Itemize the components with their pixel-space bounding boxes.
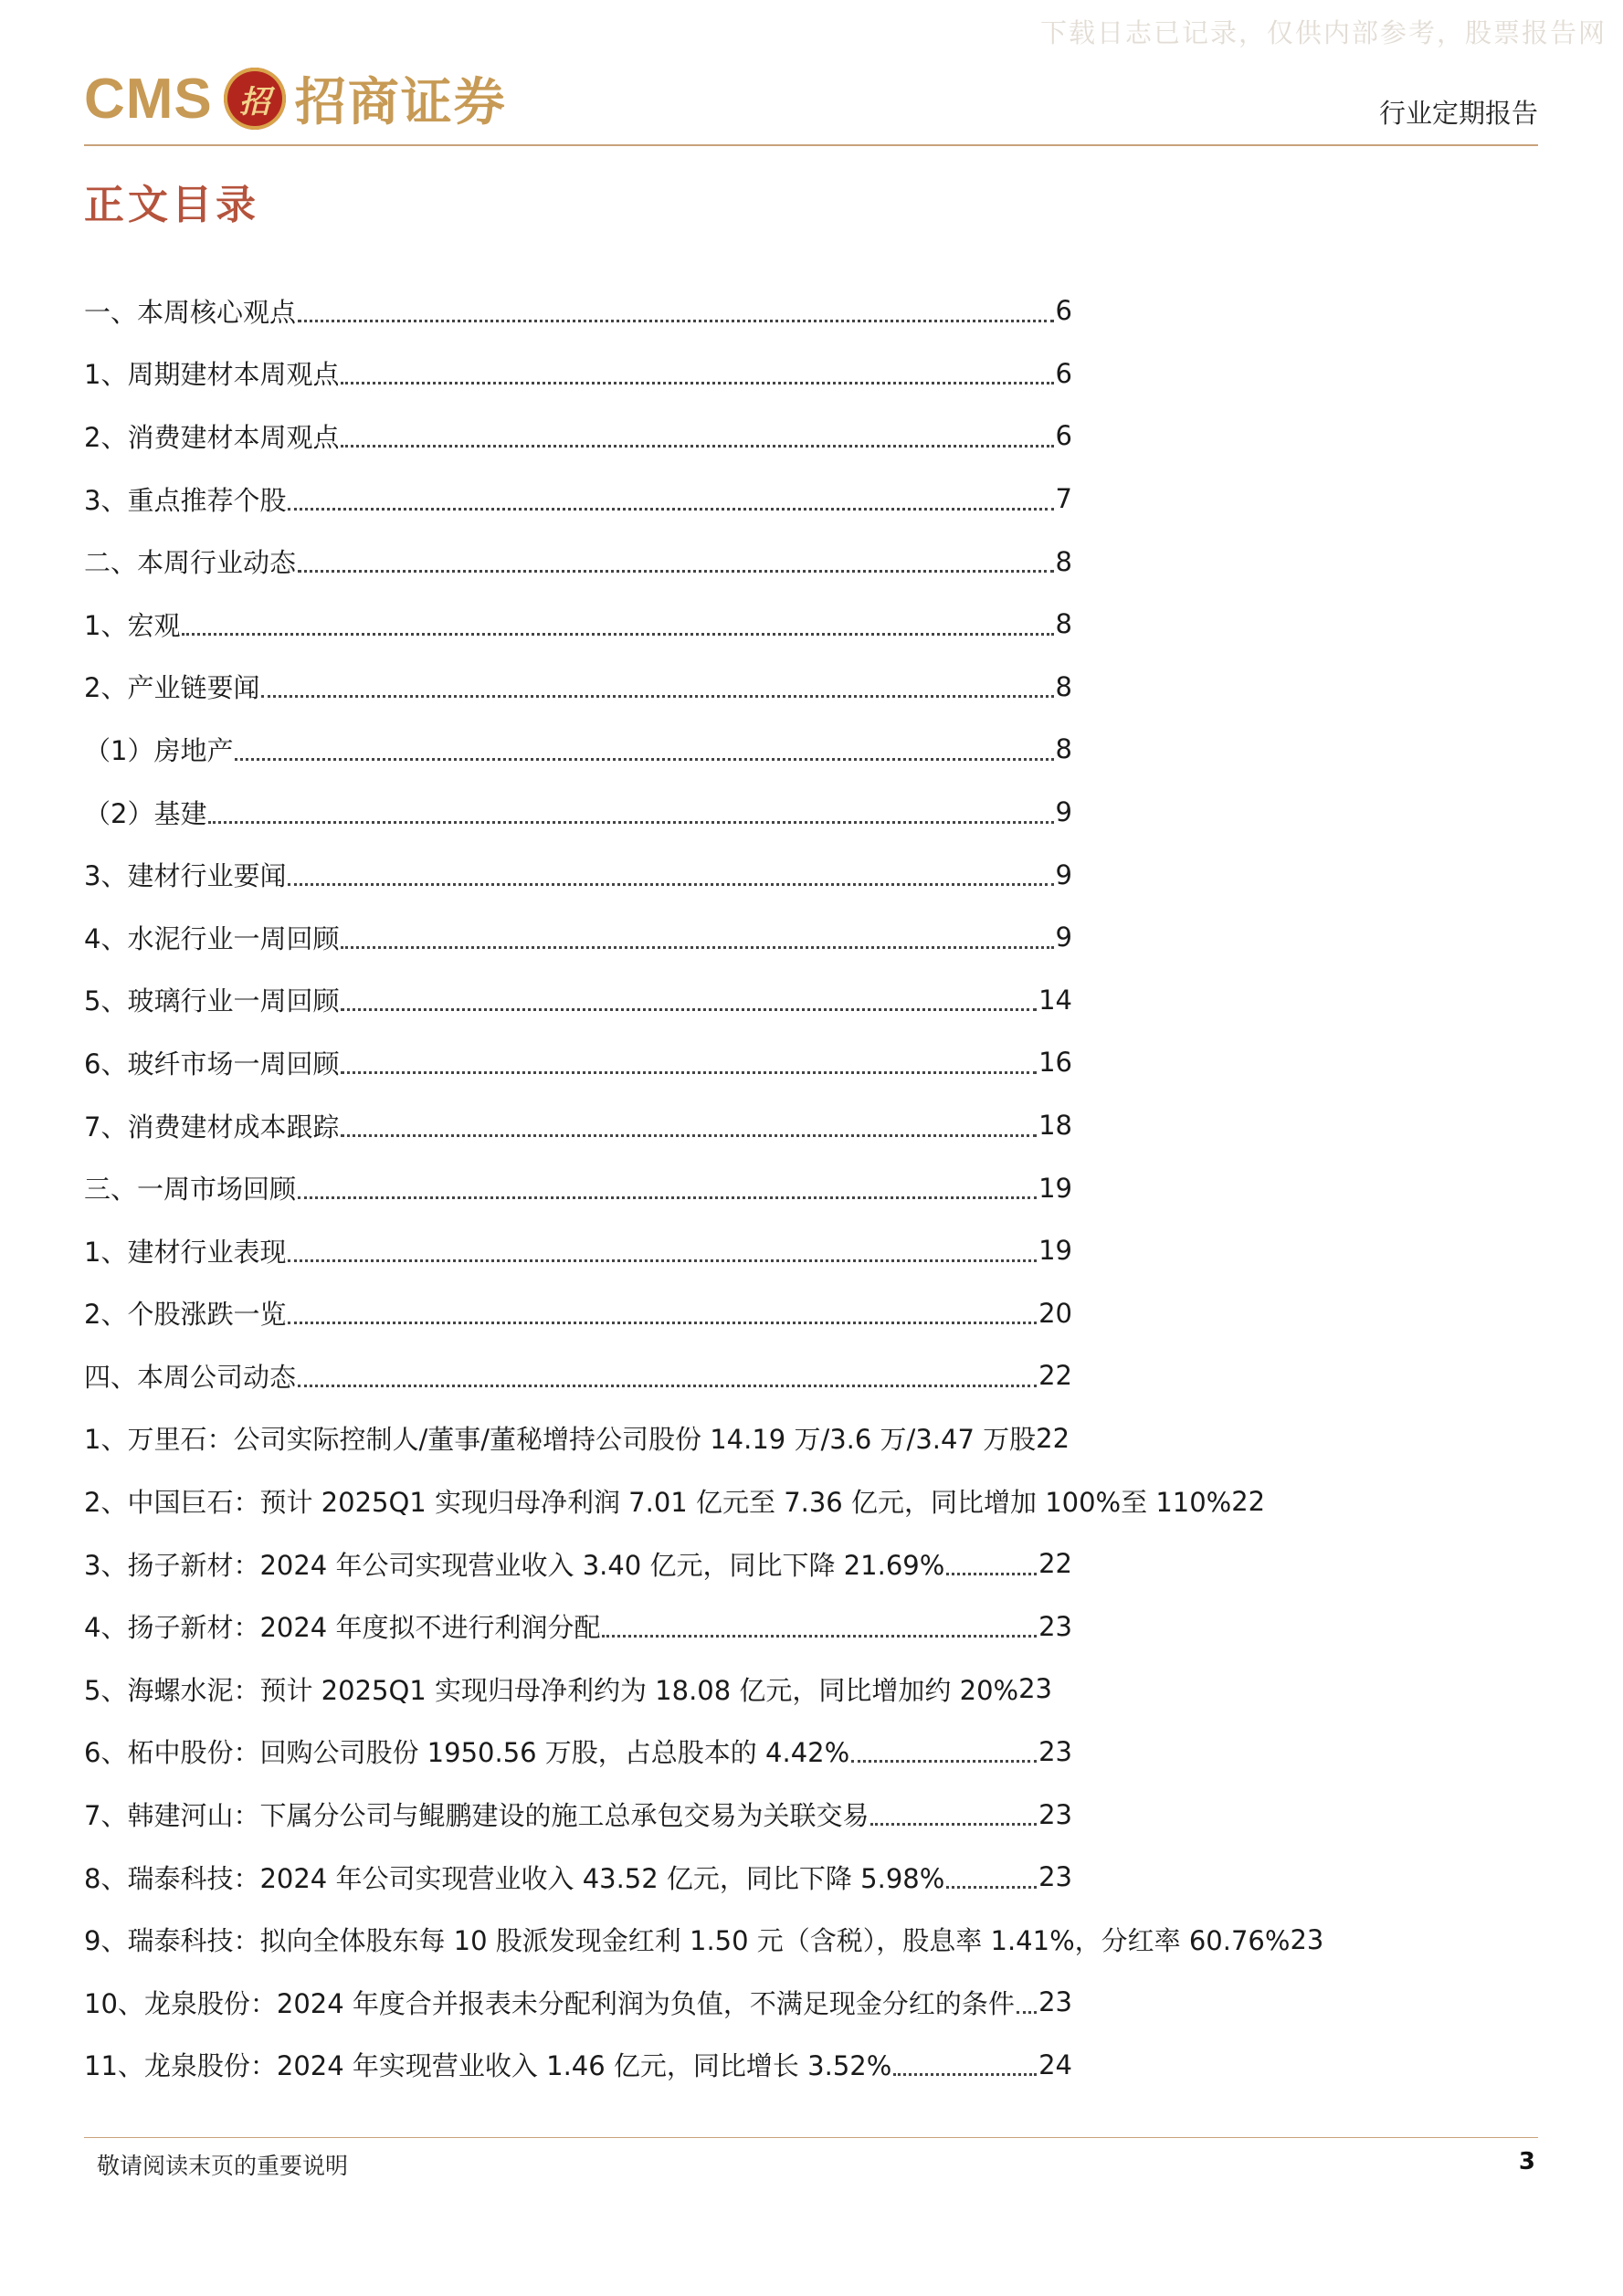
toc-entry-text: 4、水泥行业一周回顾 (84, 922, 340, 954)
toc-entry[interactable] (84, 1344, 1072, 1407)
toc-entry[interactable] (84, 405, 1072, 468)
toc-entry-text: 1、万里石：公司实际控制人/董事/董秘增持公司股份 14.19 万/3.6 万/3.47 万股 (84, 1424, 1037, 1456)
toc-entry-text: 二、本周行业动态 (84, 547, 297, 579)
toc-entry-page: 14 (1038, 984, 1072, 1016)
toc-entry[interactable] (84, 279, 1072, 342)
toc-entry-page: 7 (1055, 483, 1072, 515)
toc-entry[interactable] (84, 718, 1072, 781)
toc-entry-page: 24 (1038, 2048, 1072, 2080)
toc-entry-text: 3、重点推荐个股 (84, 484, 287, 516)
toc-entry[interactable] (84, 1469, 1381, 1532)
toc-entry[interactable] (84, 1532, 1072, 1596)
toc-entry[interactable] (84, 1031, 1072, 1094)
footer-disclaimer-note: 敬请阅读末页的重要说明 (97, 2153, 349, 2179)
toc-dot-leader (851, 1760, 1037, 1763)
toc-dot-leader (298, 320, 1054, 322)
toc-entry[interactable] (84, 468, 1072, 531)
toc-entry-text: 三、一周市场回顾 (84, 1174, 297, 1206)
toc-entry[interactable] (84, 1971, 1072, 2034)
report-type-label: 行业定期报告 (1378, 98, 1538, 129)
toc-entry[interactable] (84, 1908, 1381, 1971)
toc-dot-leader (341, 382, 1053, 384)
toc-entry-text: 2、消费建材本周观点 (84, 421, 340, 453)
toc-dot-leader (1017, 2011, 1037, 2014)
toc-entry-page: 19 (1038, 1172, 1072, 1204)
toc-entry-text: 3、建材行业要闻 (84, 860, 287, 892)
toc-dot-leader (288, 883, 1053, 886)
toc-entry-page: 9 (1055, 922, 1072, 953)
toc-entry[interactable] (84, 1721, 1072, 1784)
toc-entry[interactable] (84, 2034, 1072, 2097)
toc-dot-leader (946, 1573, 1037, 1575)
toc-entry[interactable] (84, 1407, 1381, 1470)
toc-entry-text: 2、产业链要闻 (84, 672, 260, 704)
toc-entry[interactable] (84, 1156, 1072, 1219)
toc-entry-page: 6 (1055, 295, 1072, 327)
toc-dot-leader (341, 445, 1053, 448)
toc-dot-leader (288, 508, 1053, 511)
header-divider (84, 144, 1538, 146)
toc-entry-page: 22 (1038, 1548, 1072, 1580)
toc-entry-page: 16 (1038, 1047, 1072, 1079)
watermark-text: 下载日志已记录，仅供内部参考，股票报告网 (1039, 17, 1607, 48)
toc-entry-page: 18 (1038, 1110, 1072, 1142)
toc-entry[interactable] (84, 781, 1072, 844)
toc-entry-page: 6 (1055, 357, 1072, 389)
toc-entry-text: 5、玻璃行业一周回顾 (84, 985, 340, 1017)
toc-entry-text: 4、扬子新材：2024 年度拟不进行利润分配 (84, 1612, 601, 1644)
toc-entry[interactable] (84, 1282, 1072, 1345)
page-number: 3 (1518, 2148, 1535, 2175)
toc-entry-text: 7、消费建材成本跟踪 (84, 1111, 340, 1143)
toc-dot-leader (208, 821, 1053, 824)
footer-divider (84, 2137, 1538, 2138)
toc-entry[interactable] (84, 342, 1072, 405)
toc-entry[interactable] (84, 530, 1072, 593)
toc-dot-leader (288, 1259, 1037, 1262)
toc-entry[interactable] (84, 1595, 1072, 1658)
logo-latin-text: CMS (84, 67, 213, 131)
toc-entry-page: 23 (1038, 1798, 1072, 1830)
toc-entry-page: 23 (1038, 1735, 1072, 1767)
toc-entry-page: 23 (1038, 1986, 1072, 2018)
toc-entry-text: （2）基建 (84, 797, 207, 829)
toc-entry-text: 2、个股涨跌一览 (84, 1299, 287, 1331)
toc-entry[interactable] (84, 1094, 1072, 1157)
toc-entry-page: 23 (1038, 1610, 1072, 1642)
logo-chinese-text: 招商证券 (294, 72, 507, 132)
toc-dot-leader (298, 570, 1054, 573)
toc-dot-leader (341, 1071, 1037, 1074)
toc-entry-text: 5、海螺水泥：预计 2025Q1 实现归母净利约为 18.08 亿元，同比增加约 20% (84, 1674, 1019, 1706)
toc-entry-text: 6、柘中股份：回购公司股份 1950.56 万股，占总股本的 4.42% (84, 1737, 850, 1769)
toc-entry-page: 9 (1055, 796, 1072, 828)
toc-entry-page: 23 (1018, 1673, 1053, 1705)
toc-dot-leader (341, 1008, 1037, 1011)
toc-dot-leader (870, 1823, 1037, 1826)
toc-entry-page: 19 (1038, 1235, 1072, 1267)
toc-entry-text: 8、瑞泰科技：2024 年公司实现营业收入 43.52 亿元，同比下降 5.98% (84, 1862, 945, 1894)
toc-entry-text: 7、韩建河山：下属分公司与鲲鹏建设的施工总承包交易为关联交易 (84, 1800, 869, 1832)
toc-dot-leader (261, 695, 1053, 698)
toc-entry[interactable] (84, 1783, 1072, 1846)
toc-entry-page: 8 (1055, 545, 1072, 577)
toc-entry-page: 22 (1038, 1360, 1072, 1392)
toc-entry-text: 1、周期建材本周观点 (84, 359, 340, 391)
toc-entry-page: 8 (1055, 670, 1072, 702)
logo-badge-icon: 招 (224, 68, 286, 130)
toc-entry[interactable] (84, 593, 1072, 656)
toc-dot-leader (341, 946, 1053, 949)
toc-dot-leader (602, 1635, 1037, 1638)
toc-entry-text: 四、本周公司动态 (84, 1361, 297, 1393)
toc-entry-text: 10、龙泉股份：2024 年度合并报表未分配利润为负值，不满足现金分红的条件 (84, 1987, 1015, 2019)
toc-entry-page: 6 (1055, 420, 1072, 452)
toc-entry-text: 1、建材行业表现 (84, 1236, 287, 1268)
cms-logo (84, 60, 507, 137)
toc-dot-leader (341, 1134, 1037, 1137)
toc-dot-leader (946, 1886, 1037, 1889)
toc-entry[interactable] (84, 656, 1072, 719)
toc-entry[interactable] (84, 1219, 1072, 1282)
toc-entry[interactable] (84, 1846, 1072, 1909)
toc-entry-page: 22 (1231, 1485, 1266, 1517)
toc-entry-text: 2、中国巨石：预计 2025Q1 实现归母净利润 7.01 亿元至 7.36 亿元，同比增加 100%至 110% (84, 1487, 1232, 1519)
toc-entry[interactable] (84, 1658, 1381, 1721)
toc-entry-page: 23 (1290, 1923, 1324, 1955)
toc-dot-leader (235, 758, 1053, 761)
toc-entry-page: 8 (1055, 608, 1072, 640)
toc-entry-text: 一、本周核心观点 (84, 296, 297, 328)
toc-title: 正文目录 (84, 182, 259, 228)
toc-entry-text: 3、扬子新材：2024 年公司实现营业收入 3.40 亿元，同比下降 21.69% (84, 1549, 945, 1581)
toc-dot-leader (298, 1196, 1037, 1199)
toc-entry-page: 9 (1055, 858, 1072, 890)
toc-entry-text: 1、宏观 (84, 609, 181, 641)
toc-entry-page: 22 (1036, 1422, 1070, 1454)
toc-dot-leader (893, 2073, 1037, 2076)
toc-entry-page: 8 (1055, 733, 1072, 765)
table-of-contents (84, 279, 1381, 2096)
toc-dot-leader (298, 1385, 1037, 1387)
toc-dot-leader (182, 633, 1053, 636)
toc-dot-leader (288, 1322, 1037, 1324)
toc-entry-text: （1）房地产 (84, 734, 234, 766)
toc-entry[interactable] (84, 843, 1072, 906)
toc-entry-text: 9、瑞泰科技：拟向全体股东每 10 股派发现金红利 1.50 元（含税），股息率 1.41%，分红率 60.76% (84, 1925, 1291, 1957)
toc-entry-text: 6、玻纤市场一周回顾 (84, 1048, 340, 1080)
toc-entry[interactable] (84, 906, 1072, 969)
toc-entry-page: 23 (1038, 1861, 1072, 1893)
toc-entry-text: 11、龙泉股份：2024 年实现营业收入 1.46 亿元，同比增长 3.52% (84, 2050, 892, 2082)
page-header (84, 57, 1538, 144)
toc-entry-page: 20 (1038, 1297, 1072, 1329)
toc-entry[interactable] (84, 969, 1072, 1032)
